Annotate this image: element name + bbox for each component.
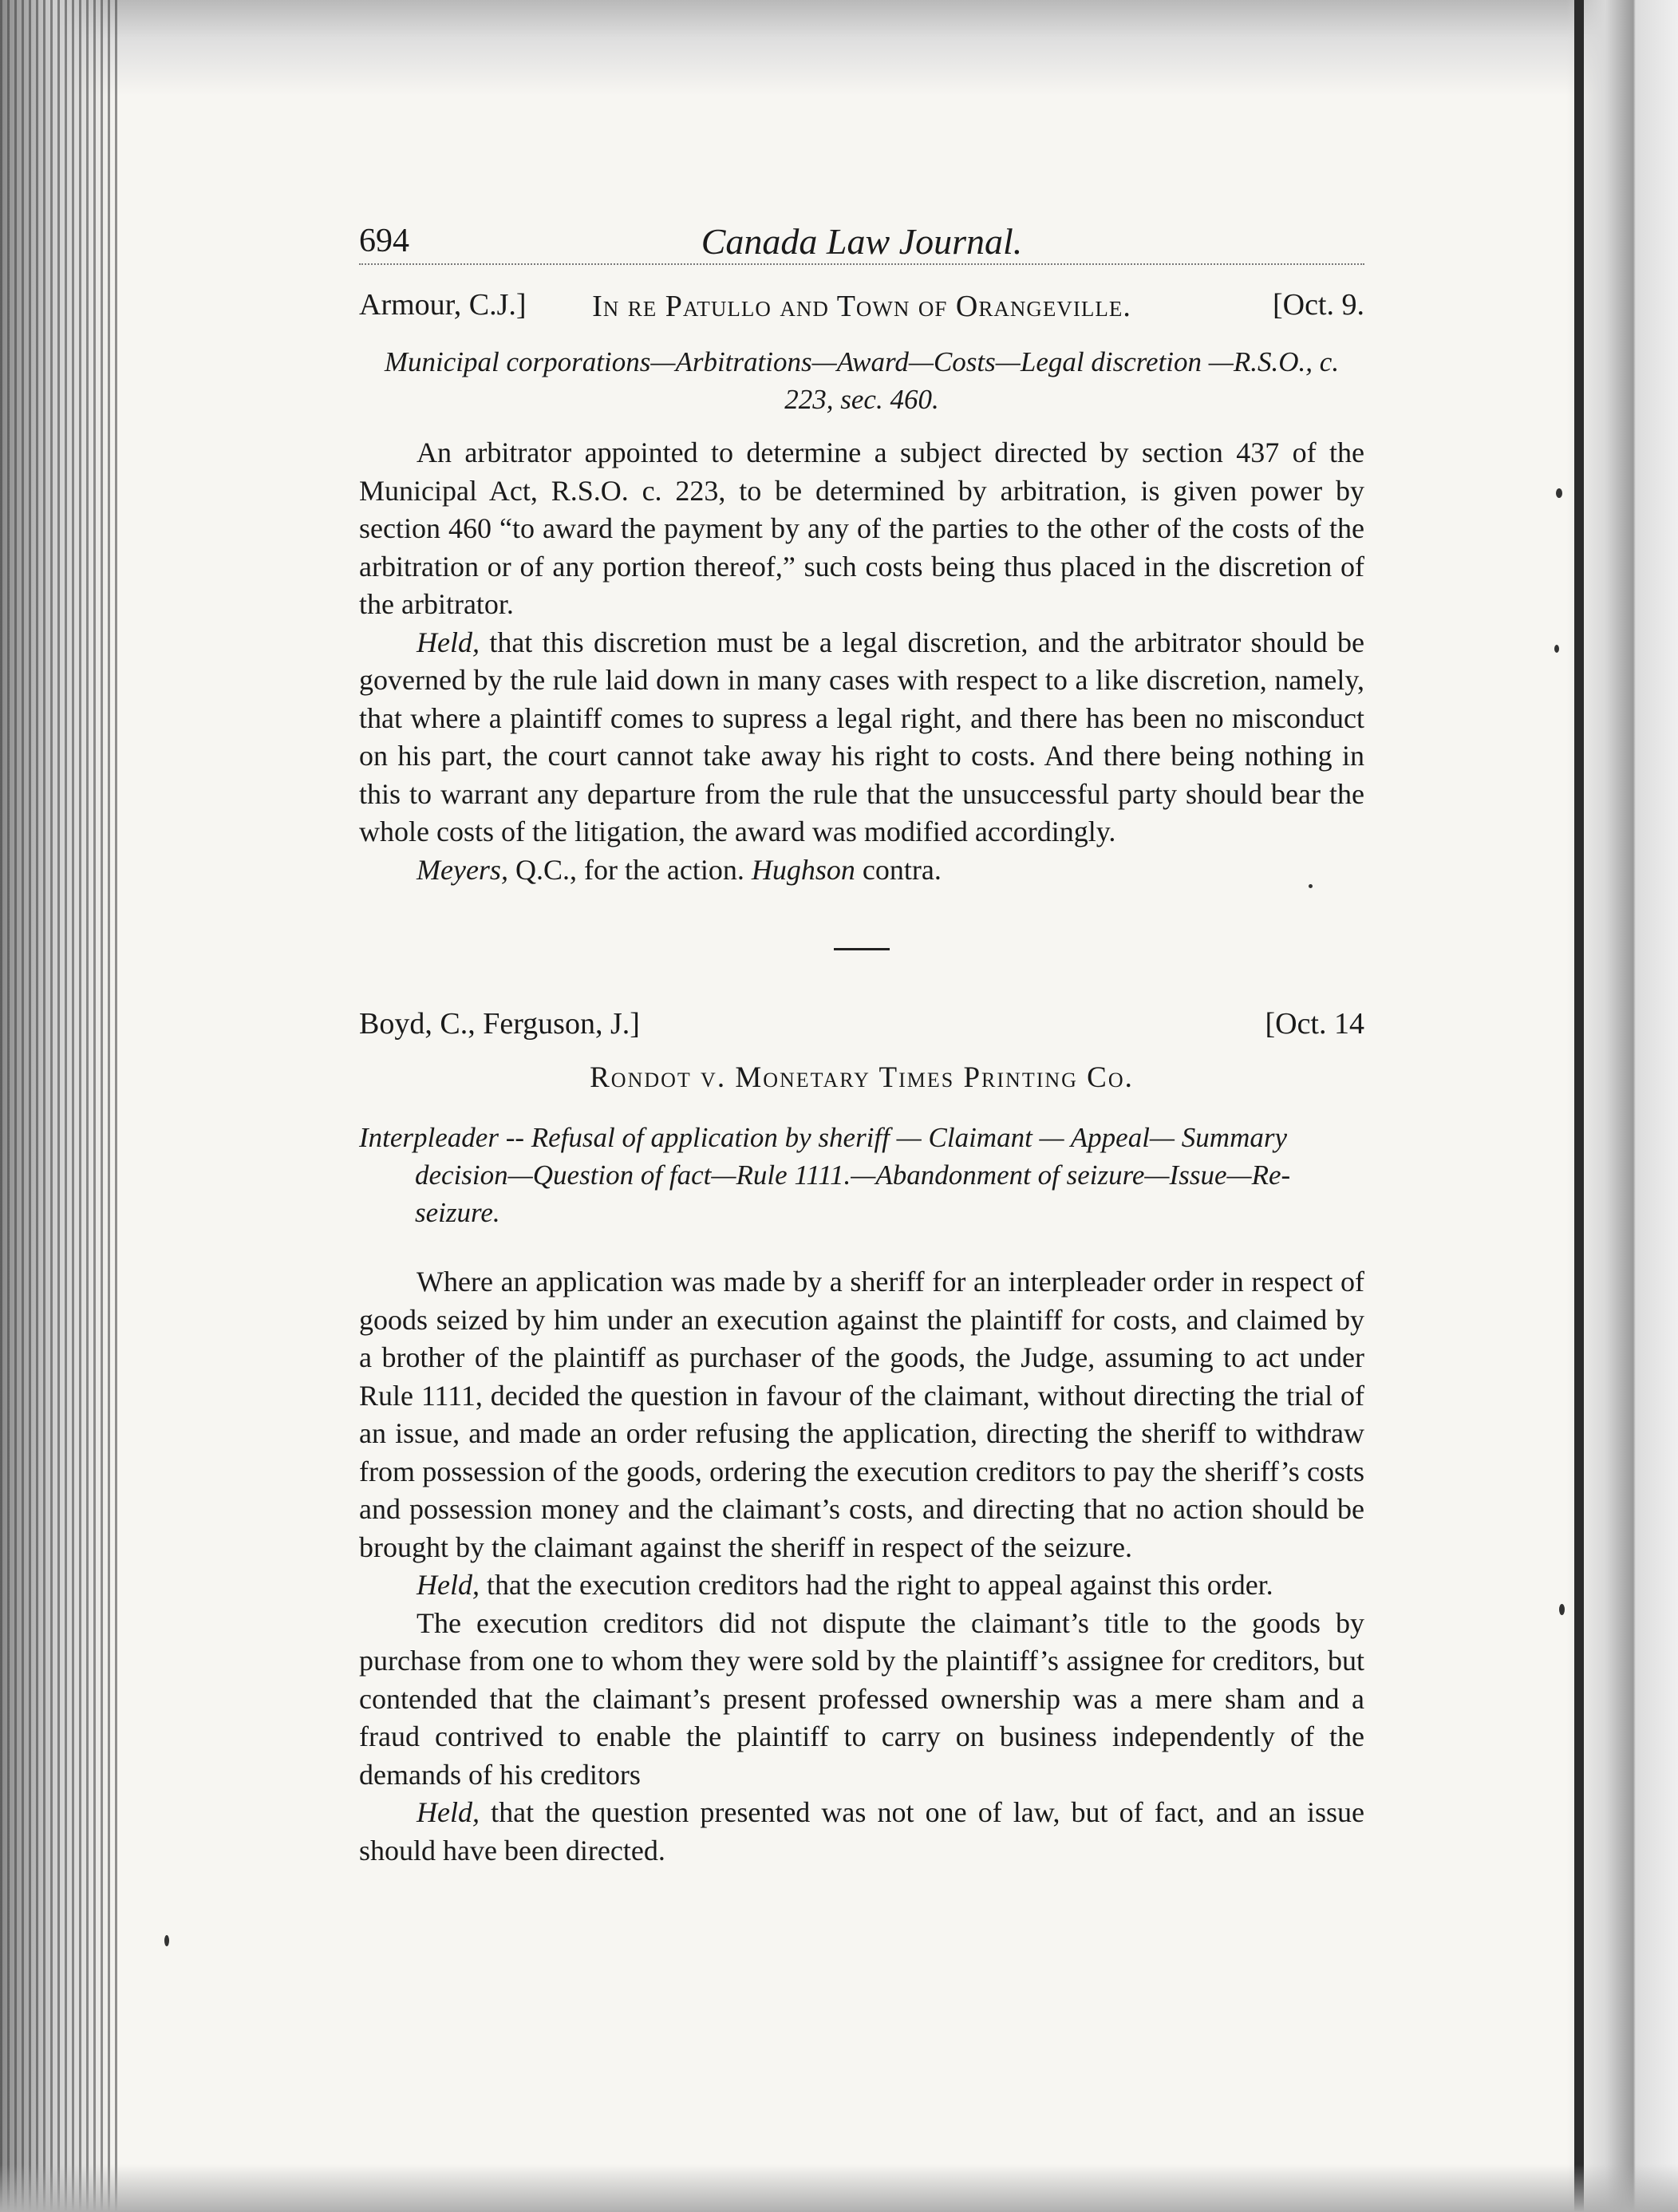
- case1-paragraph-1: An arbitrator appointed to determine a subject directed by section 437 of the Municipal Act, R.S.O. c. 223, to be determined by arbitration, is given power by section 460 “to award the payment by any of the parties to the other of the costs of the arbitration or of any portion thereof,” such costs being thus placed in the discretion of the arbitrator.: [359, 436, 1364, 620]
- scan-edge-left: [0, 0, 120, 2212]
- case2-date: [Oct. 14: [1265, 1007, 1364, 1041]
- case2-judges: Boyd, C., Ferguson, J.]: [359, 1007, 640, 1041]
- case1-heading-line: [359, 287, 1364, 335]
- held-label: Held,: [417, 1569, 480, 1601]
- case1-title: In re Patullo and Town of Orangeville.: [592, 290, 1131, 323]
- journal-title: Canada Law Journal.: [701, 221, 1023, 262]
- case2-paragraph-1: Where an application was made by a sheriff for an interpleader order in respect of goods seized by him under an execution against the plaintiff for costs, and claimed by a brother of the plaintiff as purchaser of the goods, the Judge, assuming to act under Rule 1111, decided the question in favour of the claimant, without directing the trial of an issue, and made an order refusing the application, directing the sheriff to withdraw from possession of the goods, ordering the execution creditors to pay the sheriff’s costs and possession money and the claimant’s costs, and directing that no action should be brought by the claimant against the sheriff in respect of the seizure.: [359, 1266, 1364, 1563]
- held-label: Held,: [417, 626, 480, 658]
- case2-paragraph-4: [359, 1794, 1364, 1870]
- case2-headnote: Interpleader -- Refusal of application by sheriff — Claimant — Appeal— Summary decision—Question of fact—Rule 1111.—Abandonment of seizure—Issue—Re-seizure.: [359, 1122, 1291, 1228]
- scan-speck: [1309, 884, 1313, 888]
- case1-date: [Oct. 9.: [1272, 288, 1364, 322]
- scan-speck: [164, 1935, 169, 1946]
- case2-title: Rondot v. Monetary Times Printing Co.: [590, 1061, 1134, 1094]
- case1-counsel: [359, 851, 1364, 890]
- held-label: Held,: [417, 1796, 480, 1828]
- page-number: 694: [359, 223, 409, 259]
- scan-speck: [1556, 488, 1562, 498]
- journal-page: [359, 215, 1364, 1870]
- case1-paragraph-2: [359, 624, 1364, 851]
- counsel-a-name: Meyers,: [417, 853, 508, 886]
- case1-judge: Armour, C.J.]: [359, 288, 527, 322]
- scan-speck: [1554, 645, 1559, 653]
- case1-paragraph-2-text: that this discretion must be a legal discretion, and the arbitrator should be governed by the rule laid down in many cases with respect to a like discretion, namely, that where a plaintiff comes to supress a legal right, and there has been no misconduct on his part, the court cannot take away his right to costs. And there being nothing in this to warrant any departure from the rule that the unsuccessful party should bear the whole costs of the litigation, the award was modified accordingly.: [359, 626, 1364, 847]
- counsel-b-name: Hughson: [751, 853, 855, 886]
- counsel-b-text: contra.: [855, 853, 942, 886]
- section-divider: [834, 948, 890, 950]
- counsel-a-text: Q.C., for the action.: [507, 853, 744, 886]
- case2-paragraph-3: The execution creditors did not dispute the claimant’s title to the goods by purchase from one to whom they were sold by the plaintiff’s assignee for creditors, but contended that the claimant’s present professed ownership was a mere sham and a fraud contrived to enable the plaintiff to carry on business independently of the demands of his creditors: [359, 1606, 1364, 1791]
- case1-headnote: Municipal corporations—Arbitrations—Award—Costs—Legal discretion —R.S.O., c. 223, sec. 460.: [384, 346, 1340, 415]
- scan-edge-right-bar: [1574, 0, 1584, 2212]
- case2-paragraph-2-text: that the execution creditors had the right to appeal against this order.: [479, 1569, 1273, 1601]
- scan-edge-top: [0, 0, 1678, 96]
- case2-heading-line: [359, 1006, 1364, 1054]
- case2-paragraph-4-text: that the question presented was not one of law, but of fact, and an issue should have been directed.: [359, 1796, 1364, 1866]
- scan-edge-bottom: [0, 2164, 1678, 2212]
- scan-speck: [1559, 1604, 1565, 1615]
- case2-paragraph-2: [359, 1566, 1364, 1605]
- running-head: [359, 215, 1364, 265]
